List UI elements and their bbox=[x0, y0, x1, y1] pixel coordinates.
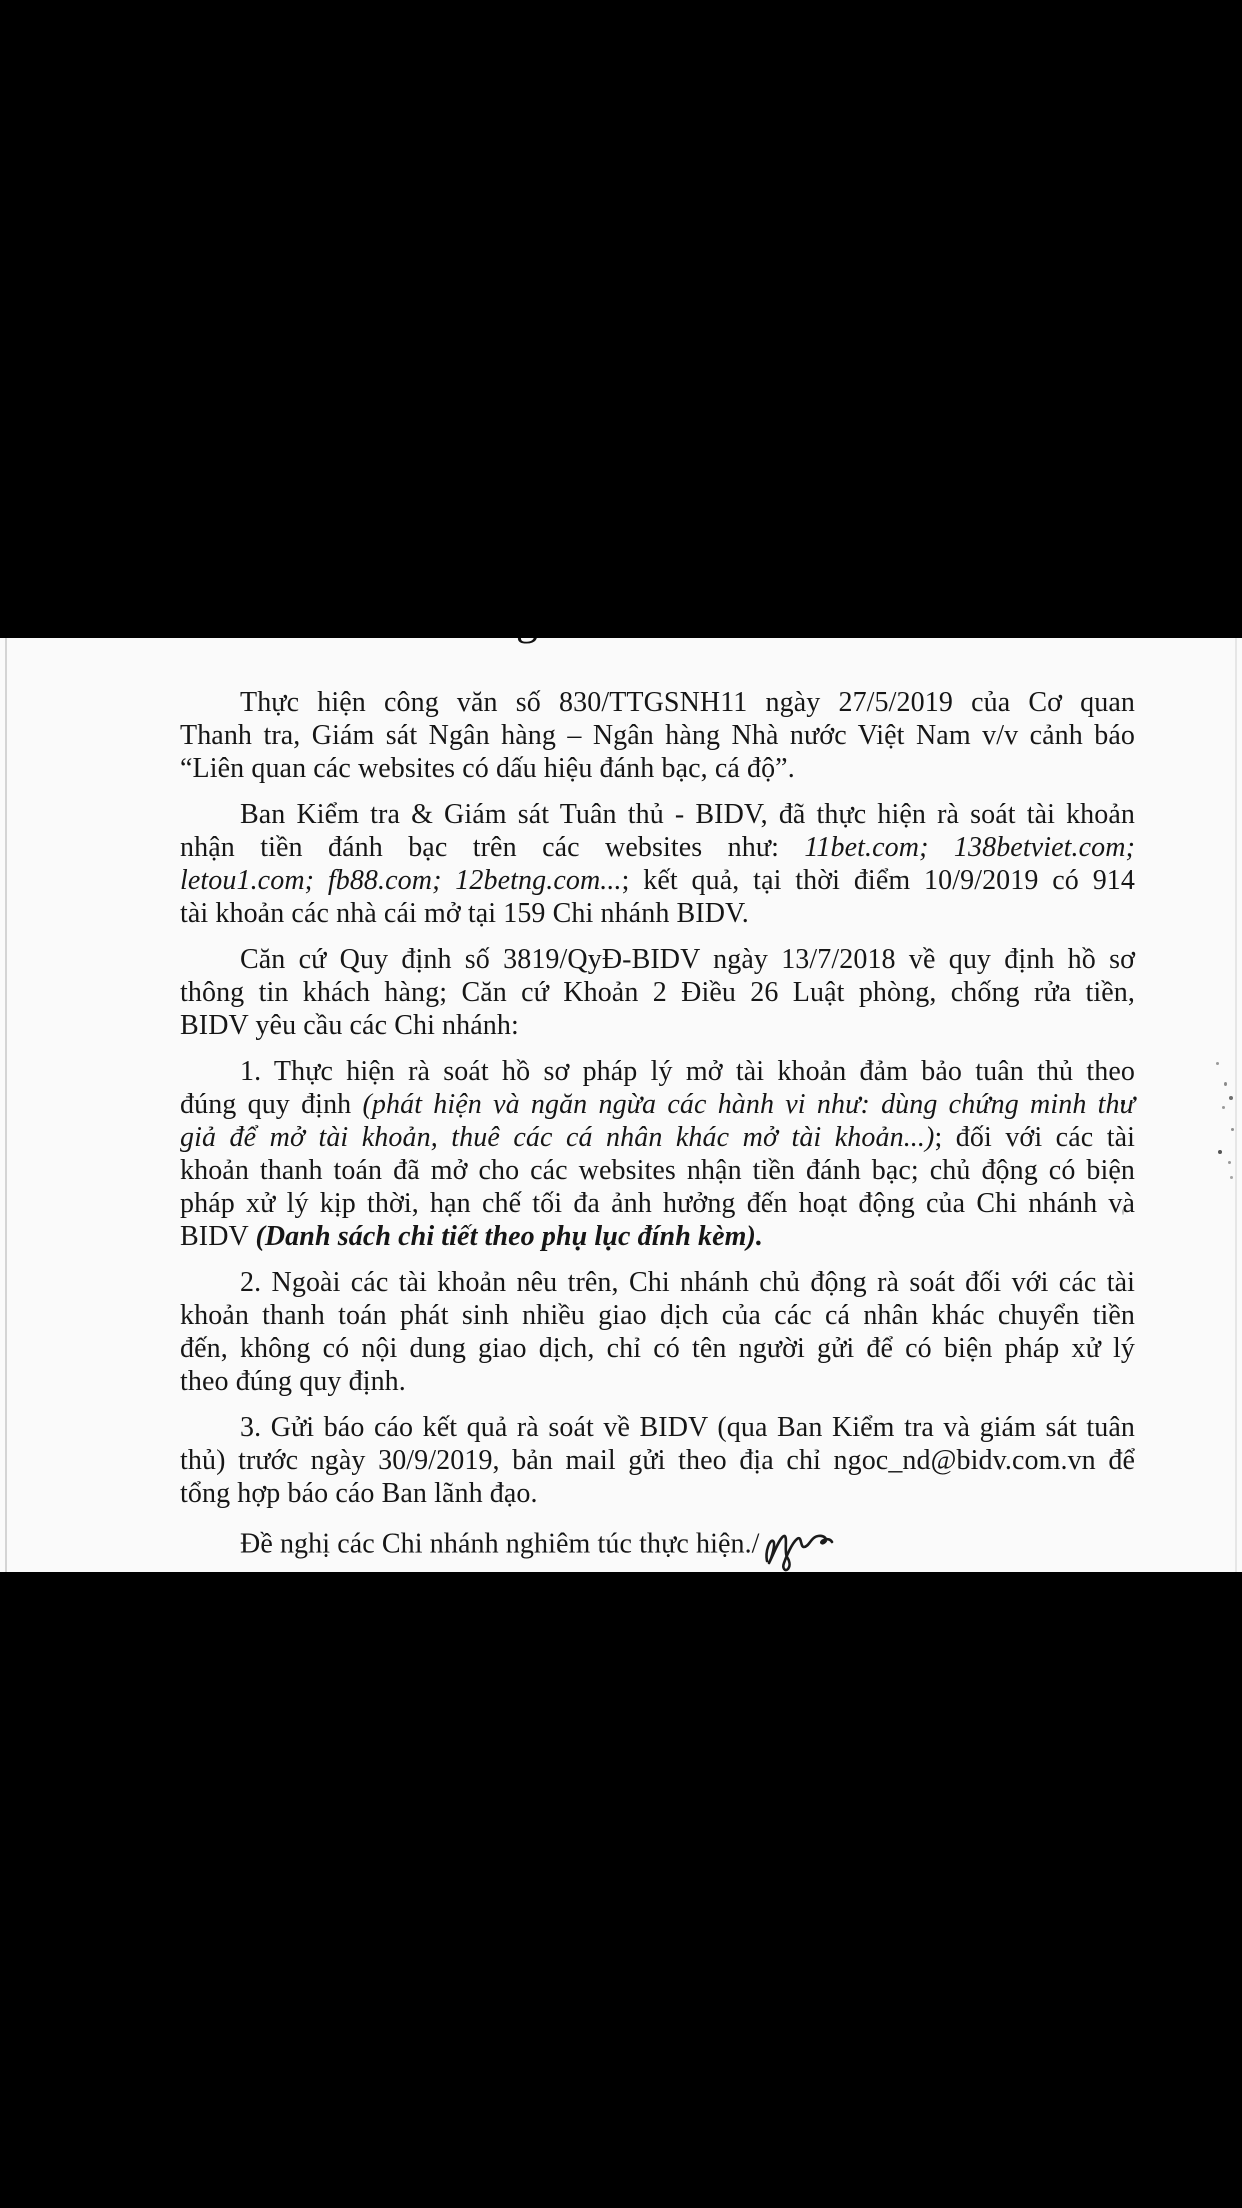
text-line bbox=[180, 1477, 1135, 1510]
italic-text: 11bet.com; 138betviet.com; bbox=[804, 832, 1135, 863]
text-line bbox=[180, 1220, 1135, 1253]
text-line bbox=[180, 1121, 1135, 1154]
sheet-left-edge-line bbox=[5, 638, 7, 1572]
text-segment: đến, không có nội dung giao dịch, chỉ có tên người gửi để có biện pháp xử lý bbox=[180, 1333, 1135, 1364]
paragraph bbox=[180, 943, 1135, 1042]
text-line bbox=[180, 1055, 1135, 1088]
scan-noise-dot bbox=[1228, 1161, 1231, 1164]
text-line bbox=[180, 1154, 1135, 1187]
text-line bbox=[180, 831, 1135, 864]
paragraph bbox=[180, 1266, 1135, 1398]
scan-noise-dot bbox=[1224, 1082, 1227, 1086]
text-line bbox=[180, 752, 1135, 785]
text-segment: khoản thanh toán đã mở cho các websites nhận tiền đánh bạc; chủ động có biện bbox=[180, 1155, 1135, 1186]
sheet-right-edge-line bbox=[1235, 638, 1237, 1572]
text-segment: 1. Thực hiện rà soát hồ sơ pháp lý mở tài khoản đảm bảo tuân thủ theo bbox=[240, 1056, 1135, 1087]
text-line bbox=[180, 1444, 1135, 1477]
italic-text: letou1.com; fb88.com; 12betng.com... bbox=[180, 865, 622, 896]
closing-line bbox=[180, 1523, 1135, 1569]
text-segment: tổng hợp báo cáo Ban lãnh đạo. bbox=[180, 1478, 538, 1509]
text-segment: ; đối với các tài bbox=[934, 1122, 1136, 1153]
text-line bbox=[180, 1299, 1135, 1332]
scan-noise-dot bbox=[1222, 1106, 1225, 1109]
text-line bbox=[180, 1009, 1135, 1042]
text-line bbox=[180, 1332, 1135, 1365]
text-segment: Ban Kiểm tra & Giám sát Tuân thủ - BIDV, đã thực hiện rà soát tài khoản bbox=[240, 799, 1135, 830]
paragraphs-mount bbox=[180, 686, 1135, 1510]
text-segment: khoản thanh toán phát sinh nhiều giao dịch của các cá nhân khác chuyển tiền bbox=[180, 1300, 1135, 1331]
text-line bbox=[180, 686, 1135, 719]
text-line bbox=[180, 943, 1135, 976]
text-line bbox=[180, 864, 1135, 897]
text-segment: Căn cứ Quy định số 3819/QyĐ-BIDV ngày 13/7/2018 về quy định hồ sơ bbox=[240, 944, 1135, 975]
text-segment: đúng quy định bbox=[180, 1089, 363, 1120]
paragraph bbox=[180, 798, 1135, 930]
scan-noise-dot bbox=[1216, 1062, 1219, 1065]
text-segment: theo đúng quy định. bbox=[180, 1366, 406, 1397]
text-line bbox=[180, 1266, 1135, 1299]
text-segment: 3. Gửi báo cáo kết quả rà soát về BIDV (qua Ban Kiểm tra và giám sát tuân bbox=[240, 1412, 1135, 1443]
text-segment: nhận tiền đánh bạc trên các websites như: bbox=[180, 832, 805, 863]
paragraph bbox=[180, 1411, 1135, 1510]
text-line bbox=[180, 719, 1135, 752]
text-segment: tài khoản các nhà cái mở tại 159 Chi nhánh BIDV. bbox=[180, 898, 749, 929]
text-segment: thủ) trước ngày 30/9/2019, bản mail gửi theo địa chỉ ngoc_nd@bidv.com.vn để bbox=[180, 1445, 1135, 1476]
text-line bbox=[180, 1365, 1135, 1398]
closing-text: Đề nghị các Chi nhánh nghiêm túc thực hiện./ bbox=[240, 1528, 760, 1560]
text-line bbox=[180, 976, 1135, 1009]
text-line bbox=[180, 1088, 1135, 1121]
document-body bbox=[180, 686, 1135, 1569]
italic-text: giả để mở tài khoản, thuê các cá nhân khác mở tài khoản...) bbox=[180, 1122, 935, 1153]
paragraph bbox=[180, 686, 1135, 785]
scan-noise-dot bbox=[1230, 1176, 1233, 1179]
paragraph bbox=[180, 1055, 1135, 1253]
scan-noise-dot bbox=[1218, 1150, 1222, 1154]
bottom-black-band bbox=[0, 1572, 1242, 2208]
text-line bbox=[180, 1187, 1135, 1220]
text-segment: BIDV bbox=[180, 1221, 256, 1252]
scan-noise-dot bbox=[1231, 1128, 1234, 1131]
italic-text: (phát hiện và ngăn ngừa các hành vi như: dùng chứng minh thư bbox=[362, 1089, 1135, 1120]
text-line bbox=[180, 897, 1135, 930]
text-line bbox=[180, 798, 1135, 831]
scan-noise-dot bbox=[1229, 1096, 1233, 1100]
text-segment: thông tin khách hàng; Căn cứ Khoản 2 Điều 26 Luật phòng, chống rửa tiền, bbox=[180, 977, 1135, 1008]
text-segment: pháp xử lý kịp thời, hạn chế tối đa ảnh hưởng đến hoạt động của Chi nhánh và bbox=[180, 1188, 1135, 1219]
text-segment: 2. Ngoài các tài khoản nêu trên, Chi nhánh chủ động rà soát đối với các tài bbox=[240, 1267, 1135, 1298]
top-black-band bbox=[0, 0, 1242, 638]
text-segment: Thực hiện công văn số 830/TTGSNH11 ngày 27/5/2019 của Cơ quan bbox=[240, 687, 1135, 718]
text-segment: ; kết quả, tại thời điểm 10/9/2019 có 914 bbox=[621, 865, 1136, 896]
text-segment: Thanh tra, Giám sát Ngân hàng – Ngân hàng Nhà nước Việt Nam v/v cảnh báo bbox=[180, 720, 1135, 751]
text-segment: “Liên quan các websites có dấu hiệu đánh bạc, cá độ”. bbox=[180, 753, 795, 784]
bold-italic-text: (Danh sách chi tiết theo phụ lục đính kèm). bbox=[255, 1221, 764, 1252]
text-segment: BIDV yêu cầu các Chi nhánh: bbox=[180, 1010, 519, 1041]
text-line bbox=[180, 1411, 1135, 1444]
signature-squiggle-icon bbox=[764, 1527, 834, 1573]
